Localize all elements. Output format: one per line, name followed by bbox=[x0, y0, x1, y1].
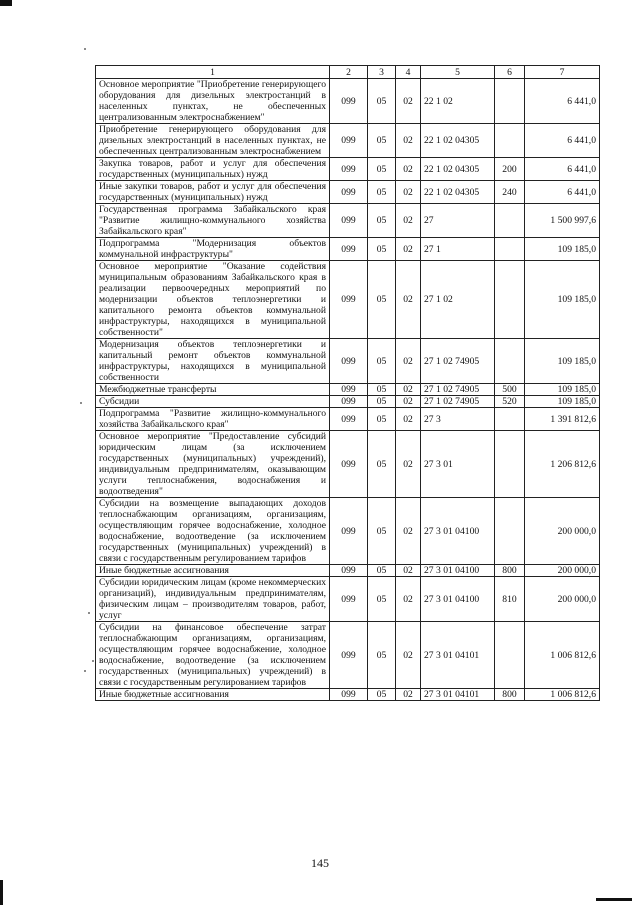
table-body bbox=[96, 79, 600, 701]
row-amount: 6 441,0 bbox=[525, 79, 600, 124]
header-col-7: 7 bbox=[525, 66, 600, 79]
row-section-code: 05 bbox=[368, 79, 396, 124]
scan-edge-mark bbox=[0, 880, 3, 905]
row-section-code: 05 bbox=[368, 204, 396, 238]
row-ministry-code: 099 bbox=[330, 158, 368, 181]
row-section-code: 05 bbox=[368, 181, 396, 204]
row-expense-type: 240 bbox=[495, 181, 525, 204]
row-name: Приобретение генерирующего оборудования для дизельных электростанций в населенных пунктах, не обеспеченных централизованным электроснабжением bbox=[96, 124, 330, 158]
row-section-code: 05 bbox=[368, 689, 396, 701]
row-ministry-code: 099 bbox=[330, 181, 368, 204]
scan-bottom-mark bbox=[596, 898, 632, 901]
row-expense-type: 500 bbox=[495, 384, 525, 396]
table-row bbox=[96, 181, 600, 204]
row-ministry-code: 099 bbox=[330, 565, 368, 577]
row-expense-type: 520 bbox=[495, 396, 525, 408]
row-target-article: 27 3 01 04101 bbox=[421, 689, 495, 701]
row-expense-type bbox=[495, 124, 525, 158]
row-subsection-code: 02 bbox=[396, 408, 421, 431]
table-row bbox=[96, 577, 600, 622]
row-name: Субсидии на возмещение выпадающих доходов теплоснабжающим организациям, организациям, осуществляющим горячее водоснабжение, холодное водоснабжение, водоотведение (за исключением государственных (муниципальных) учреждений) в связи с государственным регулированием тарифов bbox=[96, 498, 330, 565]
row-target-article: 22 1 02 04305 bbox=[421, 181, 495, 204]
row-subsection-code: 02 bbox=[396, 181, 421, 204]
table-row bbox=[96, 565, 600, 577]
page-number: 145 bbox=[311, 856, 329, 870]
row-target-article: 27 3 01 04100 bbox=[421, 498, 495, 565]
row-subsection-code: 02 bbox=[396, 204, 421, 238]
table-row bbox=[96, 408, 600, 431]
row-ministry-code: 099 bbox=[330, 339, 368, 384]
row-target-article: 27 3 01 04100 bbox=[421, 565, 495, 577]
row-name: Иные бюджетные ассигнования bbox=[96, 689, 330, 701]
row-ministry-code: 099 bbox=[330, 689, 368, 701]
row-section-code: 05 bbox=[368, 238, 396, 261]
row-ministry-code: 099 bbox=[330, 408, 368, 431]
row-expense-type bbox=[495, 622, 525, 689]
row-name: Основное мероприятие "Приобретение генерирующего оборудования для дизельных электростанций в населенных пунктах, не обеспеченных централизованным электроснабжением" bbox=[96, 79, 330, 124]
header-row bbox=[96, 66, 600, 79]
row-ministry-code: 099 bbox=[330, 204, 368, 238]
row-expense-type bbox=[495, 261, 525, 339]
row-expense-type bbox=[495, 339, 525, 384]
row-target-article: 27 1 02 bbox=[421, 261, 495, 339]
row-expense-type: 800 bbox=[495, 689, 525, 701]
row-amount: 109 185,0 bbox=[525, 238, 600, 261]
scan-corner-mark bbox=[0, 0, 12, 6]
row-subsection-code: 02 bbox=[396, 384, 421, 396]
row-ministry-code: 099 bbox=[330, 431, 368, 498]
row-target-article: 27 1 02 74905 bbox=[421, 396, 495, 408]
row-section-code: 05 bbox=[368, 158, 396, 181]
table-row bbox=[96, 339, 600, 384]
table-row bbox=[96, 622, 600, 689]
row-expense-type bbox=[495, 431, 525, 498]
row-name: Подпрограмма "Модернизация объектов коммунальной инфраструктуры" bbox=[96, 238, 330, 261]
row-ministry-code: 099 bbox=[330, 577, 368, 622]
row-section-code: 05 bbox=[368, 384, 396, 396]
table-row bbox=[96, 261, 600, 339]
row-expense-type bbox=[495, 238, 525, 261]
row-name: Иные закупки товаров, работ и услуг для обеспечения государственных (муниципальных) нужд bbox=[96, 181, 330, 204]
row-target-article: 22 1 02 04305 bbox=[421, 158, 495, 181]
row-name: Субсидии bbox=[96, 396, 330, 408]
row-expense-type: 800 bbox=[495, 565, 525, 577]
row-target-article: 27 3 01 04100 bbox=[421, 577, 495, 622]
row-section-code: 05 bbox=[368, 124, 396, 158]
row-target-article: 27 bbox=[421, 204, 495, 238]
header-col-1: 1 bbox=[96, 66, 330, 79]
row-section-code: 05 bbox=[368, 565, 396, 577]
row-amount: 200 000,0 bbox=[525, 498, 600, 565]
row-ministry-code: 099 bbox=[330, 622, 368, 689]
table-row bbox=[96, 689, 600, 701]
row-name: Субсидии на финансовое обеспечение затрат теплоснабжающим организациям, организациям, осуществляющим горячее водоснабжение, холодное водоснабжение, водоотведение (за исключением государственных (муниципальных) учреждений) в связи с государственным регулированием тарифов bbox=[96, 622, 330, 689]
header-col-2: 2 bbox=[330, 66, 368, 79]
row-target-article: 27 3 01 bbox=[421, 431, 495, 498]
row-amount: 1 006 812,6 bbox=[525, 689, 600, 701]
row-amount: 109 185,0 bbox=[525, 261, 600, 339]
header-col-6: 6 bbox=[495, 66, 525, 79]
table-row bbox=[96, 384, 600, 396]
row-subsection-code: 02 bbox=[396, 396, 421, 408]
scan-speck bbox=[80, 402, 82, 404]
row-subsection-code: 02 bbox=[396, 565, 421, 577]
row-subsection-code: 02 bbox=[396, 339, 421, 384]
scan-speck bbox=[84, 670, 86, 672]
row-subsection-code: 02 bbox=[396, 577, 421, 622]
row-amount: 200 000,0 bbox=[525, 577, 600, 622]
row-section-code: 05 bbox=[368, 339, 396, 384]
row-subsection-code: 02 bbox=[396, 261, 421, 339]
table-row bbox=[96, 431, 600, 498]
row-expense-type bbox=[495, 204, 525, 238]
table-row bbox=[96, 396, 600, 408]
row-section-code: 05 bbox=[368, 431, 396, 498]
scan-speck bbox=[92, 660, 94, 662]
budget-table bbox=[95, 65, 600, 701]
row-subsection-code: 02 bbox=[396, 689, 421, 701]
row-section-code: 05 bbox=[368, 408, 396, 431]
row-expense-type: 200 bbox=[495, 158, 525, 181]
row-subsection-code: 02 bbox=[396, 238, 421, 261]
row-amount: 1 391 812,6 bbox=[525, 408, 600, 431]
row-subsection-code: 02 bbox=[396, 79, 421, 124]
row-subsection-code: 02 bbox=[396, 498, 421, 565]
row-section-code: 05 bbox=[368, 622, 396, 689]
row-expense-type bbox=[495, 408, 525, 431]
row-ministry-code: 099 bbox=[330, 384, 368, 396]
row-name: Государственная программа Забайкальского края "Развитие жилищно-коммунального хозяйства Забайкальского края" bbox=[96, 204, 330, 238]
header-col-3: 3 bbox=[368, 66, 396, 79]
row-amount: 109 185,0 bbox=[525, 339, 600, 384]
row-amount: 6 441,0 bbox=[525, 158, 600, 181]
table-row bbox=[96, 204, 600, 238]
row-name: Основное мероприятие "Предоставление субсидий юридическим лицам (за исключением государственных (муниципальных) учреждений), индивидуальным предпринимателям, оказывающим услуги теплоснабжения, водоснабжения и водоотведения" bbox=[96, 431, 330, 498]
row-ministry-code: 099 bbox=[330, 238, 368, 261]
row-amount: 109 185,0 bbox=[525, 396, 600, 408]
header-col-4: 4 bbox=[396, 66, 421, 79]
row-expense-type bbox=[495, 498, 525, 565]
row-subsection-code: 02 bbox=[396, 124, 421, 158]
row-subsection-code: 02 bbox=[396, 622, 421, 689]
scan-speck bbox=[84, 48, 86, 50]
row-target-article: 27 1 bbox=[421, 238, 495, 261]
row-section-code: 05 bbox=[368, 498, 396, 565]
row-target-article: 27 3 bbox=[421, 408, 495, 431]
row-ministry-code: 099 bbox=[330, 396, 368, 408]
row-amount: 200 000,0 bbox=[525, 565, 600, 577]
row-target-article: 27 1 02 74905 bbox=[421, 339, 495, 384]
row-amount: 6 441,0 bbox=[525, 181, 600, 204]
row-target-article: 27 1 02 74905 bbox=[421, 384, 495, 396]
row-name: Межбюджетные трансферты bbox=[96, 384, 330, 396]
row-expense-type bbox=[495, 79, 525, 124]
row-amount: 1 206 812,6 bbox=[525, 431, 600, 498]
row-ministry-code: 099 bbox=[330, 79, 368, 124]
row-section-code: 05 bbox=[368, 396, 396, 408]
row-target-article: 22 1 02 04305 bbox=[421, 124, 495, 158]
table-row bbox=[96, 498, 600, 565]
row-amount: 1 006 812,6 bbox=[525, 622, 600, 689]
row-section-code: 05 bbox=[368, 261, 396, 339]
row-name: Основное мероприятие "Оказание содействия муниципальным образованиям Забайкальского края в реализации первоочередных мероприятий по модернизации объектов теплоэнергетики и капитального ремонта объектов коммунальной инфраструктуры, находящихся в муниципальной собственности" bbox=[96, 261, 330, 339]
row-subsection-code: 02 bbox=[396, 431, 421, 498]
row-amount: 6 441,0 bbox=[525, 124, 600, 158]
row-subsection-code: 02 bbox=[396, 158, 421, 181]
row-ministry-code: 099 bbox=[330, 261, 368, 339]
table-row bbox=[96, 158, 600, 181]
row-name: Субсидии юридическим лицам (кроме некоммерческих организаций), индивидуальным предпринимателям, физическим лицам – производителям товаров, работ, услуг bbox=[96, 577, 330, 622]
table-row bbox=[96, 238, 600, 261]
header-col-5: 5 bbox=[421, 66, 495, 79]
scan-speck bbox=[88, 612, 90, 614]
table-row bbox=[96, 124, 600, 158]
table-header bbox=[96, 66, 600, 79]
row-name: Модернизация объектов теплоэнергетики и капитальный ремонт объектов коммунальной инфраструктуры, находящихся в муниципальной собственности bbox=[96, 339, 330, 384]
row-expense-type: 810 bbox=[495, 577, 525, 622]
row-amount: 109 185,0 bbox=[525, 384, 600, 396]
table-row bbox=[96, 79, 600, 124]
row-target-article: 22 1 02 bbox=[421, 79, 495, 124]
row-name: Иные бюджетные ассигнования bbox=[96, 565, 330, 577]
row-ministry-code: 099 bbox=[330, 498, 368, 565]
row-name: Закупка товаров, работ и услуг для обеспечения государственных (муниципальных) нужд bbox=[96, 158, 330, 181]
row-ministry-code: 099 bbox=[330, 124, 368, 158]
row-target-article: 27 3 01 04101 bbox=[421, 622, 495, 689]
row-amount: 1 500 997,6 bbox=[525, 204, 600, 238]
row-name: Подпрограмма "Развитие жилищно-коммунального хозяйства Забайкальского края" bbox=[96, 408, 330, 431]
row-section-code: 05 bbox=[368, 577, 396, 622]
